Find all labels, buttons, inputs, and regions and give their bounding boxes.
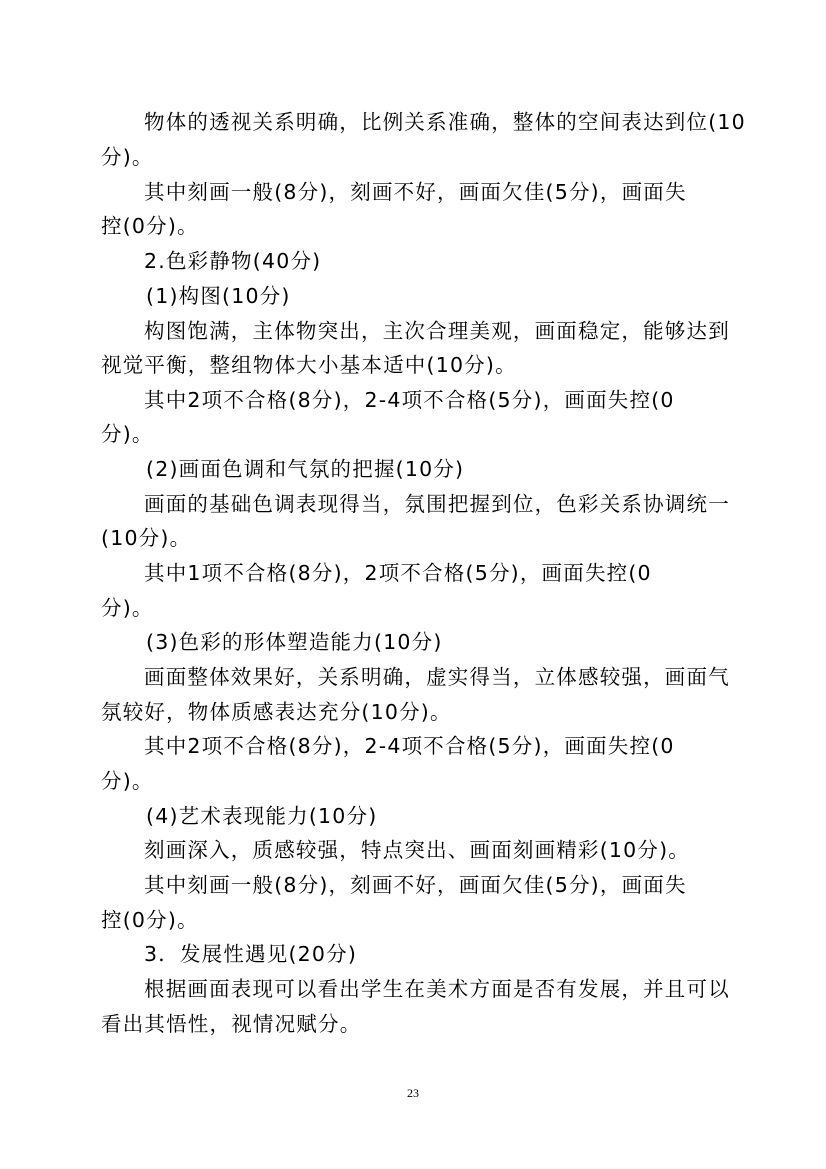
paragraph-line: 其中2项不合格(8分)，2-4项不合格(5分)，画面失控(0 (144, 388, 675, 412)
subsection-heading: (1)构图(10分) (146, 284, 291, 308)
paragraph-line: 其中刻画一般(8分)，刻画不好，画面欠佳(5分)，画面失 (144, 873, 687, 897)
paragraph-line: 分)。 (101, 596, 154, 620)
paragraph-line: 控(0分)。 (101, 908, 199, 932)
paragraph-line: (10分)。 (101, 526, 192, 550)
subsection-heading: (2)画面色调和气氛的把握(10分) (146, 457, 465, 481)
section-heading: 2.色彩静物(40分) (144, 249, 322, 273)
section-heading: 3．发展性遇见(20分) (144, 942, 358, 966)
subsection-heading: (4)艺术表现能力(10分) (146, 804, 378, 828)
paragraph-line: 分)。 (101, 422, 154, 446)
paragraph-line: 物体的透视关系明确，比例关系准确，整体的空间表达到位(10 (144, 110, 746, 134)
paragraph-line: 画面整体效果好，关系明确，虚实得当，立体感较强，画面气 (144, 665, 730, 689)
paragraph-line: 画面的基础色调表现得当，氛围把握到位，色彩关系协调统一 (144, 492, 730, 516)
paragraph-line: 分)。 (101, 769, 154, 793)
paragraph-line: 氛较好，物体质感表达充分(10分)。 (101, 700, 452, 724)
paragraph-line: 构图饱满，主体物突出，主次合理美观，画面稳定，能够达到 (144, 319, 730, 343)
paragraph-line: 看出其悟性，视情况赋分。 (101, 1012, 362, 1036)
paragraph-line: 其中刻画一般(8分)，刻画不好，画面欠佳(5分)，画面失 (144, 180, 687, 204)
paragraph-line: 控(0分)。 (101, 214, 199, 238)
paragraph-line: 刻画深入，质感较强，特点突出、画面刻画精彩(10分)。 (144, 838, 690, 862)
page-number: 23 (407, 1086, 419, 1100)
paragraph-line: 其中1项不合格(8分)，2项不合格(5分)，画面失控(0 (144, 561, 652, 585)
paragraph-line: 根据画面表现可以看出学生在美术方面是否有发展，并且可以 (144, 977, 730, 1001)
paragraph-line: 分)。 (101, 145, 154, 169)
paragraph-line: 其中2项不合格(8分)，2-4项不合格(5分)，画面失控(0 (144, 734, 675, 758)
paragraph-line: 视觉平衡，整组物体大小基本适中(10分)。 (101, 353, 517, 377)
subsection-heading: (3)色彩的形体塑造能力(10分) (146, 630, 443, 654)
